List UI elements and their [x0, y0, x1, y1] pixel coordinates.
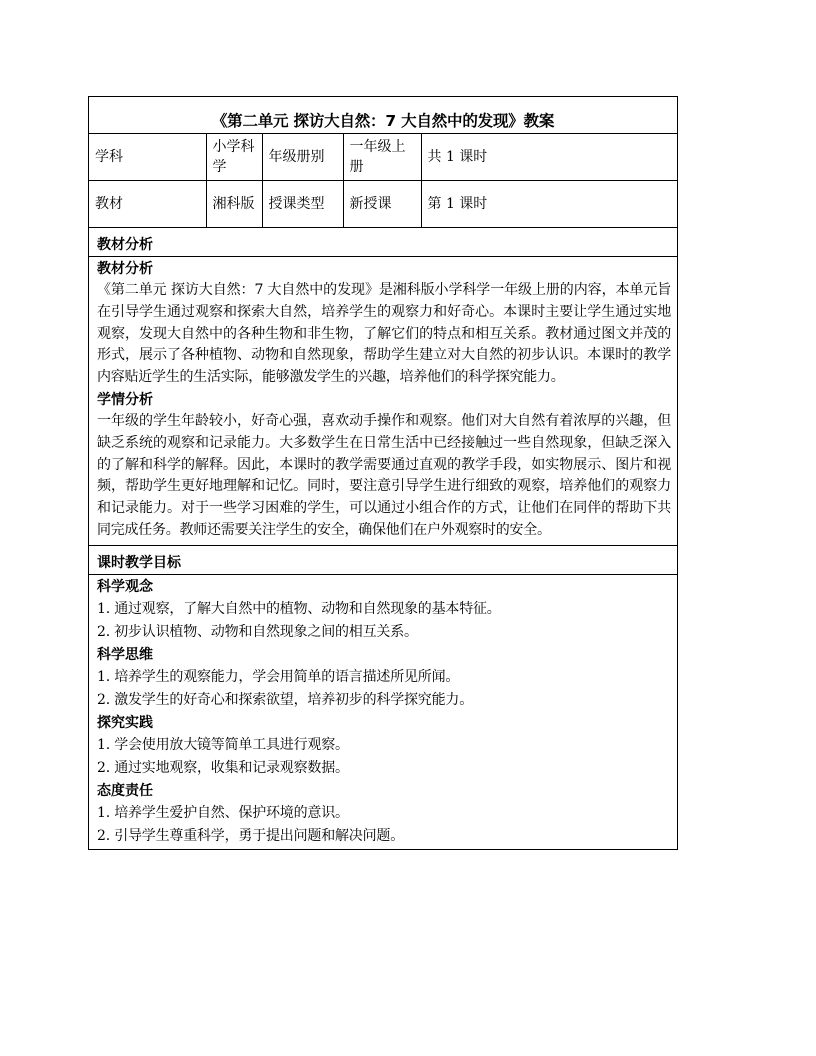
- grade-value: 一年级上册: [343, 134, 421, 181]
- student-analysis-text: 一年级的学生年龄较小，好奇心强，喜欢动手操作和观察。他们对大自然有着浓厚的兴趣，但缺乏系统的观察和记录能力。大多数学生在日常生活中已经接触过一些自然现象，但缺乏深入的了解和科学的解释。因此，本课时的教学需要通过直观的教学手段，如实物展示、图片和视频，帮助学生更好地理解和记忆。同时，要注意引导学生进行细致的观察，培养他们的观察力和记录能力。对于一些学习困难的学生，可以通过小组合作的方式，让他们在同伴的帮助下共同完成任务。教师还需要关注学生的安全，确保他们在户外观察时的安全。: [97, 412, 671, 538]
- goals-section: [89, 546, 677, 849]
- lesson-info-table: [89, 134, 677, 228]
- goal-item: 1. 通过观察，了解大自然中的植物、动物和自然现象的基本特征。: [97, 600, 501, 617]
- material-analysis-text: 《第二单元 探访大自然：7 大自然中的发现》是湘科版小学科学一年级上册的内容，本单元旨在引导学生通过观察和探索大自然，培养学生的观察力和好奇心。本课时主要让学生通过实地观察，发现大自然中的各种生物和非生物，了解它们的特点和相互关系。教材通过图文并茂的形式，展示了各种植物、动物和自然现象，帮助学生建立对大自然的初步认识。本课时的教学内容贴近学生的生活实际，能够激发学生的兴趣，培养他们的科学探究能力。: [97, 282, 671, 386]
- info-row-2: [89, 181, 677, 228]
- document-title: 《第二单元 探访大自然：7 大自然中的发现》教案: [89, 97, 677, 134]
- grade-label: 年级册别: [262, 134, 343, 181]
- goal-item: 2. 通过实地观察，收集和记录观察数据。: [97, 759, 349, 776]
- analysis-heading: 教材分析: [89, 228, 677, 257]
- goal-group-heading: 科学思维: [97, 646, 153, 663]
- lesson-plan-document: [88, 96, 678, 850]
- textbook-value: 湘科版: [206, 181, 262, 228]
- subject-value: 小学科学: [206, 134, 262, 181]
- lesson-type-value: 新授课: [343, 181, 421, 228]
- goal-group-heading: 探究实践: [97, 714, 153, 731]
- goal-item: 1. 培养学生爱护自然、保护环境的意识。: [97, 804, 349, 821]
- analysis-section: [89, 228, 677, 546]
- goal-group-heading: 科学观念: [97, 578, 153, 595]
- goal-item: 1. 培养学生的观察能力，学会用简单的语言描述所见所闻。: [97, 668, 460, 685]
- goal-group-heading: 态度责任: [97, 782, 153, 799]
- total-periods: 共 1 课时: [421, 134, 677, 181]
- lesson-type-label: 授课类型: [262, 181, 343, 228]
- material-analysis-heading: 教材分析: [97, 261, 153, 277]
- goal-item: 2. 初步认识植物、动物和自然现象之间的相互关系。: [97, 623, 418, 640]
- goal-item: 2. 引导学生尊重科学，勇于提出问题和解决问题。: [97, 827, 405, 844]
- goals-heading: 课时教学目标: [89, 546, 677, 575]
- current-period: 第 1 课时: [421, 181, 677, 228]
- goal-item: 1. 学会使用放大镜等简单工具进行观察。: [97, 736, 349, 753]
- subject-label: 学科: [89, 134, 206, 181]
- student-analysis-heading: 学情分析: [97, 391, 153, 408]
- textbook-label: 教材: [89, 181, 206, 228]
- info-row-1: [89, 134, 677, 181]
- goal-item: 2. 激发学生的好奇心和探索欲望，培养初步的科学探究能力。: [97, 691, 474, 708]
